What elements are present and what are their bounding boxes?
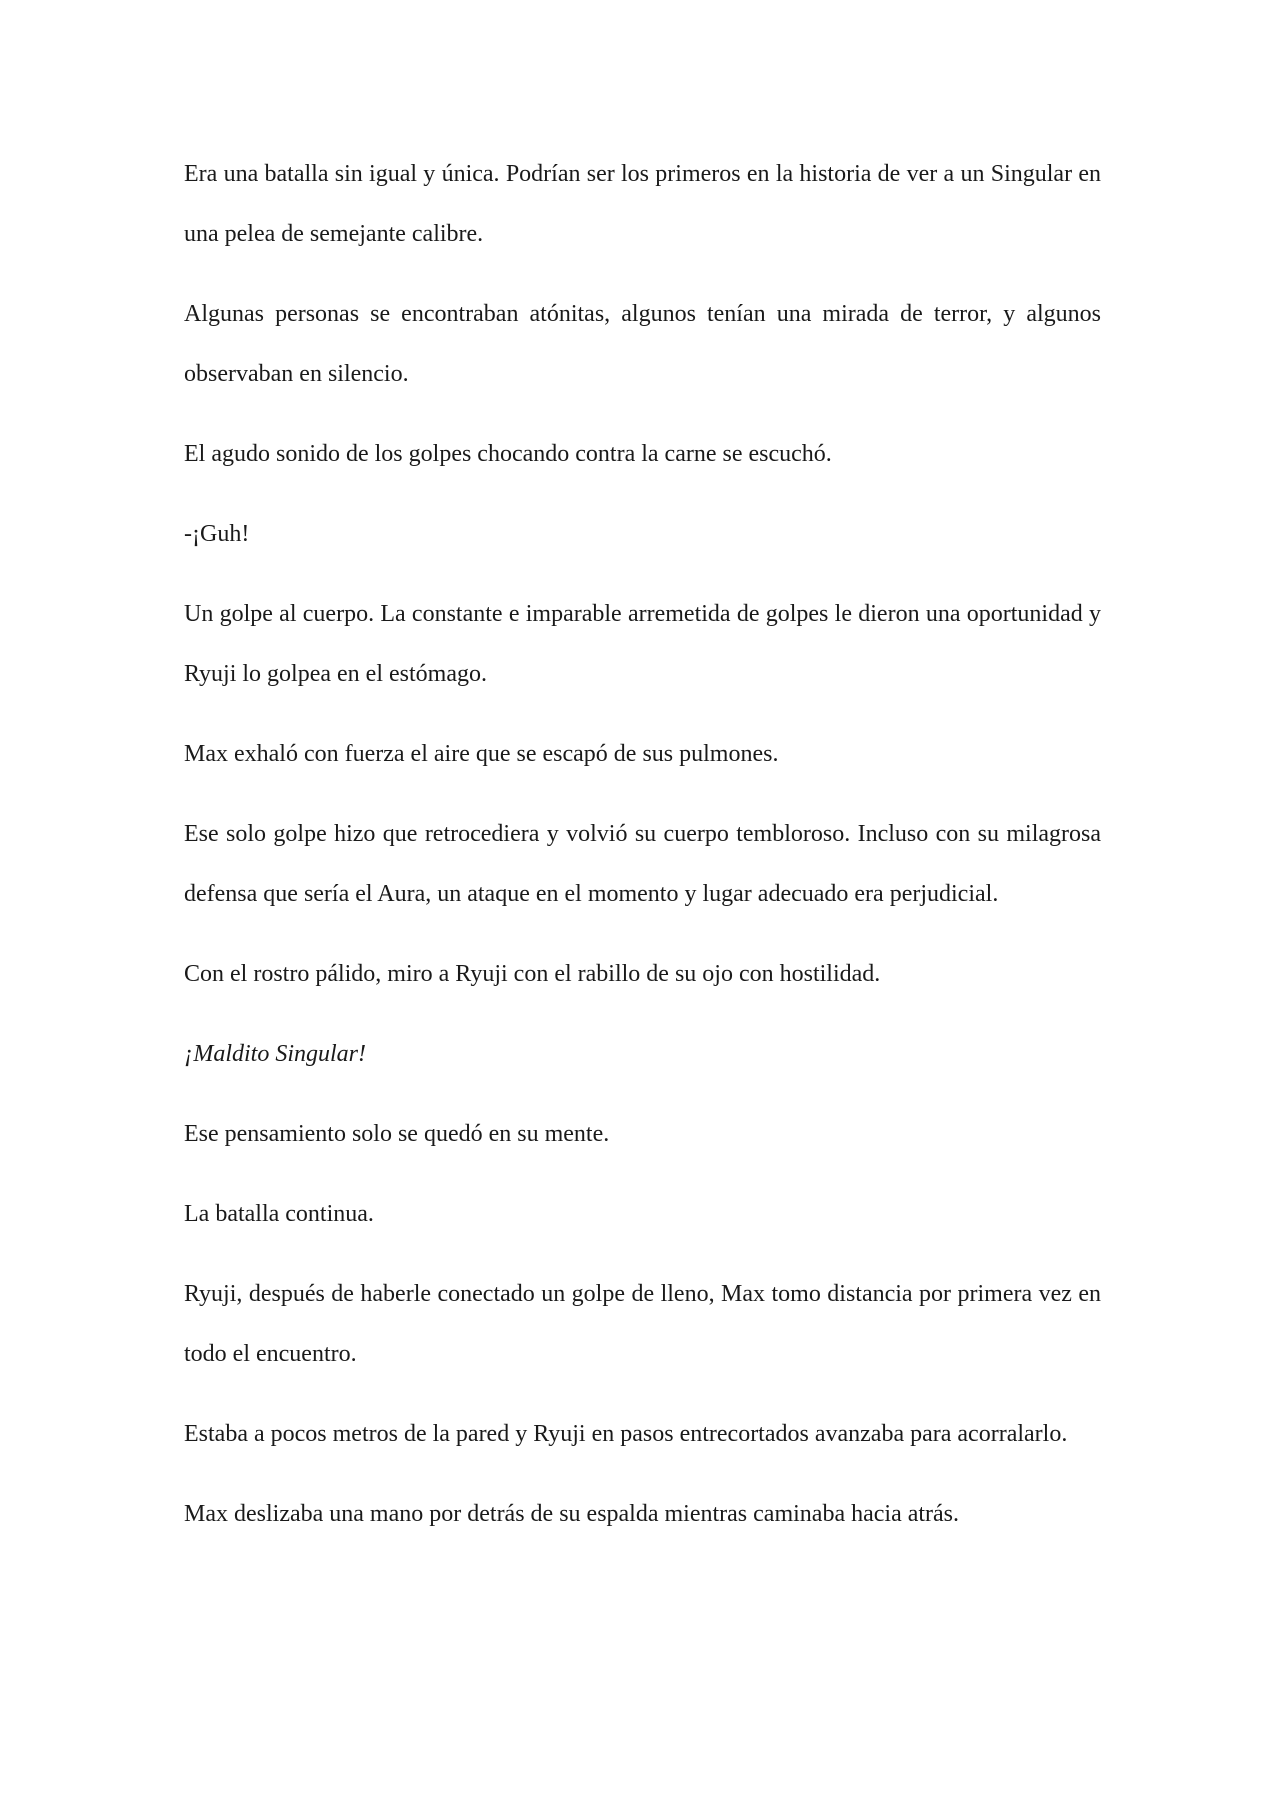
- paragraph-4: -¡Guh!: [184, 521, 250, 547]
- paragraph-8: Con el rostro pálido, miro a Ryuji con el rabillo de su ojo con hostilidad.: [184, 961, 881, 987]
- paragraph-1: Era una batalla sin igual y única. Podrían ser los primeros en la historia de ver a un Singular en una pelea de semejante calibre.: [184, 161, 1101, 247]
- paragraph-2: Algunas personas se encontraban atónitas, algunos tenían una mirada de terror, y algunos observaban en silencio.: [184, 301, 1101, 387]
- paragraph-3: El agudo sonido de los golpes chocando contra la carne se escuchó.: [184, 441, 832, 467]
- paragraph-9-thought: ¡Maldito Singular!: [184, 1041, 367, 1067]
- paragraph-6: Max exhaló con fuerza el aire que se escapó de sus pulmones.: [184, 741, 779, 767]
- paragraph-11: La batalla continua.: [184, 1201, 374, 1227]
- paragraph-5: Un golpe al cuerpo. La constante e imparable arremetida de golpes le dieron una oportunidad y Ryuji lo golpea en el estómago.: [184, 601, 1101, 687]
- paragraph-10: Ese pensamiento solo se quedó en su mente.: [184, 1121, 610, 1147]
- document-body: [184, 144, 1101, 1564]
- paragraph-14: Max deslizaba una mano por detrás de su espalda mientras caminaba hacia atrás.: [184, 1501, 960, 1527]
- paragraph-13: Estaba a pocos metros de la pared y Ryuji en pasos entrecortados avanzaba para acorralarlo.: [184, 1421, 1068, 1447]
- paragraph-12: Ryuji, después de haberle conectado un golpe de lleno, Max tomo distancia por primera vez en todo el encuentro.: [184, 1281, 1101, 1367]
- paragraph-7: Ese solo golpe hizo que retrocediera y volvió su cuerpo tembloroso. Incluso con su milagrosa defensa que sería el Aura, un ataque en el momento y lugar adecuado era perjudicial.: [184, 821, 1101, 907]
